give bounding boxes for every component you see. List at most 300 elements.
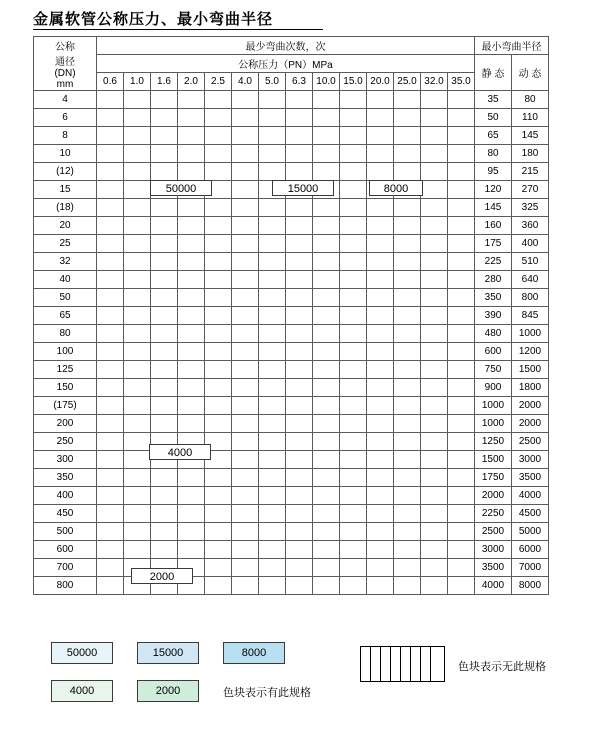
- table-row: [34, 217, 549, 235]
- header-dn-line-1: 通径: [55, 56, 75, 68]
- cell-r0-c13: [448, 91, 475, 109]
- cell-r22-c7: [286, 487, 313, 505]
- cell-r16-c7: [286, 379, 313, 397]
- callout-8000: 8000: [369, 180, 423, 196]
- cell-r9-c8: [313, 253, 340, 271]
- cell-r14-c1: [124, 343, 151, 361]
- row-static-15: 750: [475, 361, 512, 379]
- cell-r15-c10: [367, 361, 394, 379]
- row-static-5: 120: [475, 181, 512, 199]
- cell-r1-c12: [421, 109, 448, 127]
- cell-r24-c1: [124, 523, 151, 541]
- cell-r14-c2: [151, 343, 178, 361]
- cell-r24-c10: [367, 523, 394, 541]
- cell-r4-c10: [367, 163, 394, 181]
- cell-r9-c11: [394, 253, 421, 271]
- cell-r12-c4: [205, 307, 232, 325]
- cell-r23-c0: [97, 505, 124, 523]
- table-row: [34, 127, 549, 145]
- cell-r3-c7: [286, 145, 313, 163]
- cell-r6-c2: [151, 199, 178, 217]
- row-dynamic-10: 640: [512, 271, 549, 289]
- header-dynamic: 动 态: [512, 55, 549, 91]
- cell-r6-c0: [97, 199, 124, 217]
- cell-r17-c5: [232, 397, 259, 415]
- cell-r23-c1: [124, 505, 151, 523]
- cell-r18-c5: [232, 415, 259, 433]
- header-static: 静 态: [475, 55, 512, 91]
- cell-r1-c4: [205, 109, 232, 127]
- cell-r19-c13: [448, 433, 475, 451]
- row-dynamic-9: 510: [512, 253, 549, 271]
- cell-r24-c2: [151, 523, 178, 541]
- cell-r19-c8: [313, 433, 340, 451]
- cell-r24-c8: [313, 523, 340, 541]
- cell-r24-c6: [259, 523, 286, 541]
- row-dn-14: 100: [34, 343, 97, 361]
- row-dynamic-2: 145: [512, 127, 549, 145]
- cell-r26-c12: [421, 559, 448, 577]
- cell-r2-c2: [151, 127, 178, 145]
- row-static-13: 480: [475, 325, 512, 343]
- cell-r1-c5: [232, 109, 259, 127]
- table-row: [34, 271, 549, 289]
- header-row-3: [34, 73, 549, 91]
- cell-r5-c1: [124, 181, 151, 199]
- cell-r13-c3: [178, 325, 205, 343]
- cell-r1-c10: [367, 109, 394, 127]
- cell-r22-c9: [340, 487, 367, 505]
- cell-r14-c7: [286, 343, 313, 361]
- cell-r19-c10: [367, 433, 394, 451]
- row-static-17: 1000: [475, 397, 512, 415]
- cell-r17-c13: [448, 397, 475, 415]
- row-dynamic-15: 1500: [512, 361, 549, 379]
- cell-r9-c2: [151, 253, 178, 271]
- cell-r19-c5: [232, 433, 259, 451]
- row-dn-11: 50: [34, 289, 97, 307]
- cell-r6-c10: [367, 199, 394, 217]
- cell-r27-c8: [313, 577, 340, 595]
- row-dynamic-25: 6000: [512, 541, 549, 559]
- cell-r8-c9: [340, 235, 367, 253]
- cell-r8-c12: [421, 235, 448, 253]
- cell-r8-c8: [313, 235, 340, 253]
- row-static-3: 80: [475, 145, 512, 163]
- cell-r21-c9: [340, 469, 367, 487]
- cell-r1-c6: [259, 109, 286, 127]
- cell-r22-c11: [394, 487, 421, 505]
- cell-r24-c0: [97, 523, 124, 541]
- cell-r23-c13: [448, 505, 475, 523]
- row-dynamic-22: 4000: [512, 487, 549, 505]
- row-static-11: 350: [475, 289, 512, 307]
- cell-r3-c9: [340, 145, 367, 163]
- cell-r6-c4: [205, 199, 232, 217]
- cell-r1-c1: [124, 109, 151, 127]
- cell-r4-c11: [394, 163, 421, 181]
- table-row: [34, 523, 549, 541]
- cell-r24-c5: [232, 523, 259, 541]
- cell-r11-c4: [205, 289, 232, 307]
- cell-r8-c7: [286, 235, 313, 253]
- row-dn-1: 6: [34, 109, 97, 127]
- row-dynamic-17: 2000: [512, 397, 549, 415]
- cell-r21-c5: [232, 469, 259, 487]
- legend-no-spec-grid: [360, 646, 445, 682]
- cell-r23-c7: [286, 505, 313, 523]
- header-row-2: [34, 55, 549, 73]
- cell-r8-c6: [259, 235, 286, 253]
- cell-r27-c0: [97, 577, 124, 595]
- cell-r23-c12: [421, 505, 448, 523]
- cell-r16-c0: [97, 379, 124, 397]
- table-row: [34, 343, 549, 361]
- cell-r5-c13: [448, 181, 475, 199]
- header-dn-line-2: (DN): [54, 67, 76, 79]
- cell-r9-c7: [286, 253, 313, 271]
- cell-r13-c4: [205, 325, 232, 343]
- cell-r26-c13: [448, 559, 475, 577]
- table-row: [34, 505, 549, 523]
- cell-r13-c10: [367, 325, 394, 343]
- cell-r12-c12: [421, 307, 448, 325]
- cell-r21-c10: [367, 469, 394, 487]
- cell-r10-c2: [151, 271, 178, 289]
- cell-r19-c6: [259, 433, 286, 451]
- cell-r17-c1: [124, 397, 151, 415]
- cell-r2-c6: [259, 127, 286, 145]
- cell-r18-c6: [259, 415, 286, 433]
- cell-r22-c6: [259, 487, 286, 505]
- cell-r10-c5: [232, 271, 259, 289]
- cell-r23-c9: [340, 505, 367, 523]
- cell-r0-c12: [421, 91, 448, 109]
- cell-r11-c9: [340, 289, 367, 307]
- title-underline: [33, 29, 323, 30]
- cell-r23-c5: [232, 505, 259, 523]
- cell-r3-c13: [448, 145, 475, 163]
- cell-r17-c2: [151, 397, 178, 415]
- cell-r8-c1: [124, 235, 151, 253]
- cell-r6-c8: [313, 199, 340, 217]
- cell-r17-c12: [421, 397, 448, 415]
- cell-r25-c3: [178, 541, 205, 559]
- cell-r11-c1: [124, 289, 151, 307]
- table-row: [34, 289, 549, 307]
- cell-r20-c0: [97, 451, 124, 469]
- cell-r4-c7: [286, 163, 313, 181]
- cell-r9-c5: [232, 253, 259, 271]
- cell-r23-c10: [367, 505, 394, 523]
- cell-r3-c12: [421, 145, 448, 163]
- row-dn-16: 150: [34, 379, 97, 397]
- cell-r7-c9: [340, 217, 367, 235]
- callout-15000: 15000: [272, 180, 334, 196]
- cell-r18-c12: [421, 415, 448, 433]
- cell-r6-c7: [286, 199, 313, 217]
- row-dn-25: 600: [34, 541, 97, 559]
- cell-r4-c2: [151, 163, 178, 181]
- cell-r25-c8: [313, 541, 340, 559]
- row-dn-21: 350: [34, 469, 97, 487]
- page-title: 金属软管公称压力、最小弯曲半径: [33, 12, 274, 28]
- cell-r6-c9: [340, 199, 367, 217]
- spec-table: [33, 36, 549, 595]
- table-row: [34, 163, 549, 181]
- cell-r12-c0: [97, 307, 124, 325]
- cell-r22-c13: [448, 487, 475, 505]
- row-dn-6: (18): [34, 199, 97, 217]
- cell-r9-c13: [448, 253, 475, 271]
- table-row: [34, 361, 549, 379]
- cell-r25-c1: [124, 541, 151, 559]
- cell-r14-c3: [178, 343, 205, 361]
- cell-r8-c3: [178, 235, 205, 253]
- cell-r15-c5: [232, 361, 259, 379]
- cell-r21-c12: [421, 469, 448, 487]
- row-dynamic-16: 1800: [512, 379, 549, 397]
- cell-r0-c3: [178, 91, 205, 109]
- cell-r15-c7: [286, 361, 313, 379]
- cell-r14-c12: [421, 343, 448, 361]
- row-dynamic-19: 2500: [512, 433, 549, 451]
- cell-r26-c8: [313, 559, 340, 577]
- row-static-6: 145: [475, 199, 512, 217]
- cell-r8-c11: [394, 235, 421, 253]
- cell-r10-c12: [421, 271, 448, 289]
- cell-r26-c11: [394, 559, 421, 577]
- cell-r25-c6: [259, 541, 286, 559]
- cell-r18-c10: [367, 415, 394, 433]
- cell-r26-c10: [367, 559, 394, 577]
- cell-r13-c2: [151, 325, 178, 343]
- cell-r5-c12: [421, 181, 448, 199]
- table-row: [34, 199, 549, 217]
- cell-r2-c0: [97, 127, 124, 145]
- row-dn-9: 32: [34, 253, 97, 271]
- cell-r17-c10: [367, 397, 394, 415]
- row-static-8: 175: [475, 235, 512, 253]
- cell-r15-c11: [394, 361, 421, 379]
- pressure-col-header-5: 4.0: [232, 73, 259, 91]
- cell-r16-c3: [178, 379, 205, 397]
- cell-r25-c4: [205, 541, 232, 559]
- legend-swatch-50000: 50000: [51, 642, 113, 664]
- cell-r25-c10: [367, 541, 394, 559]
- cell-r20-c11: [394, 451, 421, 469]
- cell-r8-c0: [97, 235, 124, 253]
- cell-r10-c0: [97, 271, 124, 289]
- cell-r20-c13: [448, 451, 475, 469]
- cell-r10-c7: [286, 271, 313, 289]
- cell-r11-c5: [232, 289, 259, 307]
- cell-r14-c6: [259, 343, 286, 361]
- cell-r18-c8: [313, 415, 340, 433]
- row-dn-4: (12): [34, 163, 97, 181]
- cell-r14-c9: [340, 343, 367, 361]
- cell-r2-c1: [124, 127, 151, 145]
- cell-r24-c7: [286, 523, 313, 541]
- cell-r1-c3: [178, 109, 205, 127]
- cell-r17-c4: [205, 397, 232, 415]
- cell-r27-c9: [340, 577, 367, 595]
- row-static-7: 160: [475, 217, 512, 235]
- row-dn-5: 15: [34, 181, 97, 199]
- cell-r13-c12: [421, 325, 448, 343]
- cell-r16-c13: [448, 379, 475, 397]
- cell-r15-c2: [151, 361, 178, 379]
- cell-r12-c1: [124, 307, 151, 325]
- cell-r13-c11: [394, 325, 421, 343]
- cell-r26-c5: [232, 559, 259, 577]
- cell-r20-c5: [232, 451, 259, 469]
- legend-swatch-4000: 4000: [51, 680, 113, 702]
- table-row: [34, 415, 549, 433]
- cell-r17-c3: [178, 397, 205, 415]
- row-static-26: 3500: [475, 559, 512, 577]
- cell-r13-c9: [340, 325, 367, 343]
- cell-r2-c10: [367, 127, 394, 145]
- cell-r13-c1: [124, 325, 151, 343]
- cell-r5-c9: [340, 181, 367, 199]
- row-dynamic-4: 215: [512, 163, 549, 181]
- row-dynamic-8: 400: [512, 235, 549, 253]
- row-dn-17: (175): [34, 397, 97, 415]
- cell-r10-c8: [313, 271, 340, 289]
- cell-r23-c3: [178, 505, 205, 523]
- cell-r21-c11: [394, 469, 421, 487]
- cell-r13-c7: [286, 325, 313, 343]
- pressure-col-header-10: 20.0: [367, 73, 394, 91]
- cell-r21-c13: [448, 469, 475, 487]
- legend-no-spec-label: 色块表示无此规格: [458, 661, 546, 673]
- cell-r10-c1: [124, 271, 151, 289]
- table-row: [34, 145, 549, 163]
- cell-r19-c11: [394, 433, 421, 451]
- cell-r0-c11: [394, 91, 421, 109]
- pressure-col-header-8: 10.0: [313, 73, 340, 91]
- cell-r7-c3: [178, 217, 205, 235]
- cell-r3-c3: [178, 145, 205, 163]
- pressure-col-header-12: 32.0: [421, 73, 448, 91]
- cell-r17-c7: [286, 397, 313, 415]
- cell-r4-c12: [421, 163, 448, 181]
- row-static-10: 280: [475, 271, 512, 289]
- cell-r21-c6: [259, 469, 286, 487]
- row-dynamic-14: 1200: [512, 343, 549, 361]
- cell-r8-c10: [367, 235, 394, 253]
- cell-r7-c11: [394, 217, 421, 235]
- row-static-12: 390: [475, 307, 512, 325]
- cell-r23-c8: [313, 505, 340, 523]
- table-row: [34, 451, 549, 469]
- cell-r22-c3: [178, 487, 205, 505]
- table-row: [34, 325, 549, 343]
- legend-swatch-15000: 15000: [137, 642, 199, 664]
- cell-r25-c13: [448, 541, 475, 559]
- cell-r10-c13: [448, 271, 475, 289]
- cell-r1-c0: [97, 109, 124, 127]
- row-dynamic-3: 180: [512, 145, 549, 163]
- pressure-col-header-7: 6.3: [286, 73, 313, 91]
- cell-r4-c5: [232, 163, 259, 181]
- pressure-col-header-4: 2.5: [205, 73, 232, 91]
- row-static-0: 35: [475, 91, 512, 109]
- cell-r18-c7: [286, 415, 313, 433]
- cell-r7-c5: [232, 217, 259, 235]
- row-static-21: 1750: [475, 469, 512, 487]
- cell-r10-c4: [205, 271, 232, 289]
- table-row: [34, 469, 549, 487]
- table-row: [34, 91, 549, 109]
- cell-r4-c3: [178, 163, 205, 181]
- cell-r14-c4: [205, 343, 232, 361]
- row-dn-12: 65: [34, 307, 97, 325]
- table-row: [34, 379, 549, 397]
- cell-r15-c3: [178, 361, 205, 379]
- cell-r2-c4: [205, 127, 232, 145]
- cell-r2-c5: [232, 127, 259, 145]
- cell-r14-c5: [232, 343, 259, 361]
- row-dn-22: 400: [34, 487, 97, 505]
- row-static-1: 50: [475, 109, 512, 127]
- row-dn-27: 800: [34, 577, 97, 595]
- header-row-1: [34, 37, 549, 55]
- cell-r10-c11: [394, 271, 421, 289]
- cell-r1-c13: [448, 109, 475, 127]
- cell-r27-c13: [448, 577, 475, 595]
- cell-r13-c0: [97, 325, 124, 343]
- cell-r13-c6: [259, 325, 286, 343]
- pressure-col-header-1: 1.0: [124, 73, 151, 91]
- cell-r16-c2: [151, 379, 178, 397]
- cell-r26-c6: [259, 559, 286, 577]
- cell-r26-c7: [286, 559, 313, 577]
- cell-r9-c6: [259, 253, 286, 271]
- cell-r12-c9: [340, 307, 367, 325]
- row-dn-0: 4: [34, 91, 97, 109]
- row-dn-2: 8: [34, 127, 97, 145]
- cell-r12-c10: [367, 307, 394, 325]
- cell-r17-c8: [313, 397, 340, 415]
- cell-r0-c9: [340, 91, 367, 109]
- row-dynamic-12: 845: [512, 307, 549, 325]
- cell-r19-c9: [340, 433, 367, 451]
- cell-r7-c1: [124, 217, 151, 235]
- cell-r16-c8: [313, 379, 340, 397]
- cell-r24-c11: [394, 523, 421, 541]
- cell-r17-c0: [97, 397, 124, 415]
- cell-r3-c0: [97, 145, 124, 163]
- row-dynamic-20: 3000: [512, 451, 549, 469]
- pressure-col-header-13: 35.0: [448, 73, 475, 91]
- cell-r24-c12: [421, 523, 448, 541]
- cell-r15-c9: [340, 361, 367, 379]
- cell-r16-c1: [124, 379, 151, 397]
- cell-r11-c8: [313, 289, 340, 307]
- cell-r11-c6: [259, 289, 286, 307]
- cell-r11-c3: [178, 289, 205, 307]
- cell-r6-c13: [448, 199, 475, 217]
- cell-r10-c9: [340, 271, 367, 289]
- cell-r3-c1: [124, 145, 151, 163]
- row-static-25: 3000: [475, 541, 512, 559]
- cell-r10-c6: [259, 271, 286, 289]
- table-row: [34, 541, 549, 559]
- cell-r15-c0: [97, 361, 124, 379]
- cell-r1-c2: [151, 109, 178, 127]
